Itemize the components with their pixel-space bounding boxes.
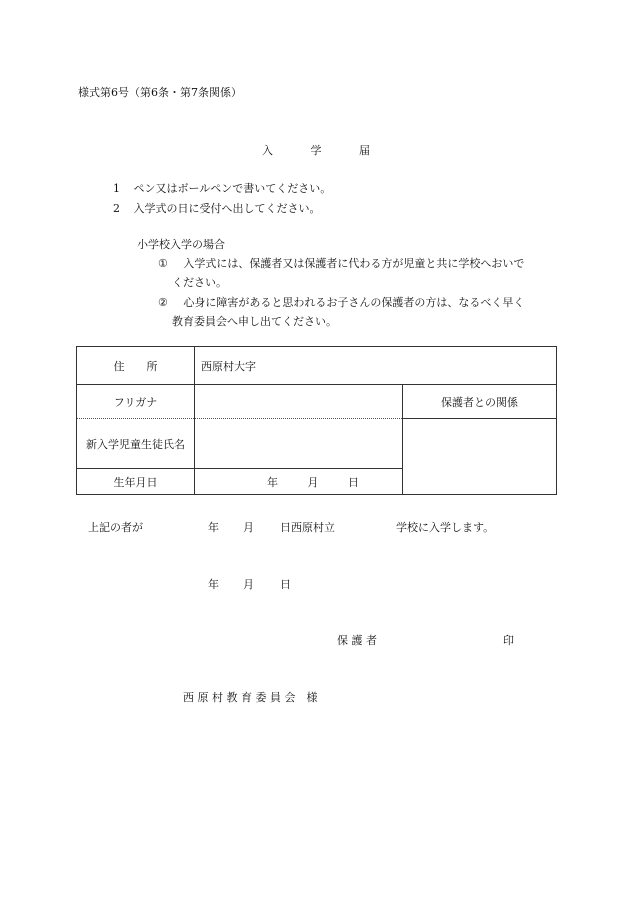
date-month: 月 [243, 578, 254, 591]
date-day: 日 [280, 578, 291, 591]
student-name-label: 新入学児童生徒氏名 [77, 419, 195, 469]
address-label: 住 所 [77, 347, 195, 385]
instruction-item-2 [113, 200, 321, 216]
relation-label: 保護者との関係 [403, 385, 557, 419]
title-char-2: 学 [310, 144, 322, 157]
item-number: ② [158, 296, 168, 309]
birthdate-field[interactable]: 年 月 日 [195, 469, 403, 495]
statement-prefix: 上記の者が [88, 521, 143, 534]
instruction-text: 入学式の日に受付へ出してください。 [133, 202, 321, 215]
birthdate-label: 生年月日 [77, 469, 195, 495]
statement-day-school: 日西原村立 [280, 521, 335, 534]
item-text-line1: 心身に障害があると思われるお子さんの保護者の方は、なるべく早く [183, 296, 525, 309]
date-year: 年 [208, 578, 219, 591]
instruction-number: 1 [113, 182, 120, 195]
name-row [77, 419, 557, 469]
elementary-item-2-cont: 教育委員会へ申し出てください。 [172, 315, 337, 328]
elementary-item-1-cont: ください。 [172, 276, 227, 289]
title-char-1: 入 [262, 144, 273, 157]
furigana-label: フリガナ [77, 385, 195, 419]
form-number: 様式第6号（第6条・第7条関係） [78, 86, 242, 99]
student-name-field[interactable] [195, 419, 403, 469]
address-field[interactable]: 西原村大字 [195, 347, 557, 385]
furigana-field[interactable] [195, 385, 403, 419]
elementary-heading: 小学校入学の場合 [137, 238, 225, 251]
page-title [262, 142, 370, 158]
seal-mark: 印 [503, 634, 514, 647]
instruction-number: 2 [113, 202, 120, 215]
guardian-label: 保 護 者 [337, 634, 377, 647]
address-row [77, 347, 557, 385]
application-table [76, 346, 557, 495]
elementary-item-1 [158, 255, 524, 271]
statement-month: 月 [243, 521, 254, 534]
addressee: 西 原 村 教 育 委 員 会 様 [183, 691, 318, 704]
item-text-line1: 入学式には、保護者又は保護者に代わる方が児童と共に学校へおいで [183, 257, 525, 270]
relation-field[interactable] [403, 419, 557, 495]
item-number: ① [158, 257, 168, 270]
statement-year: 年 [208, 521, 219, 534]
title-char-3: 届 [359, 144, 370, 157]
instruction-item-1 [113, 180, 331, 196]
furigana-row [77, 385, 557, 419]
statement-suffix: 学校に入学します。 [396, 521, 495, 534]
elementary-item-2 [158, 294, 524, 310]
instruction-text: ペン又はボールペンで書いてください。 [133, 182, 332, 195]
